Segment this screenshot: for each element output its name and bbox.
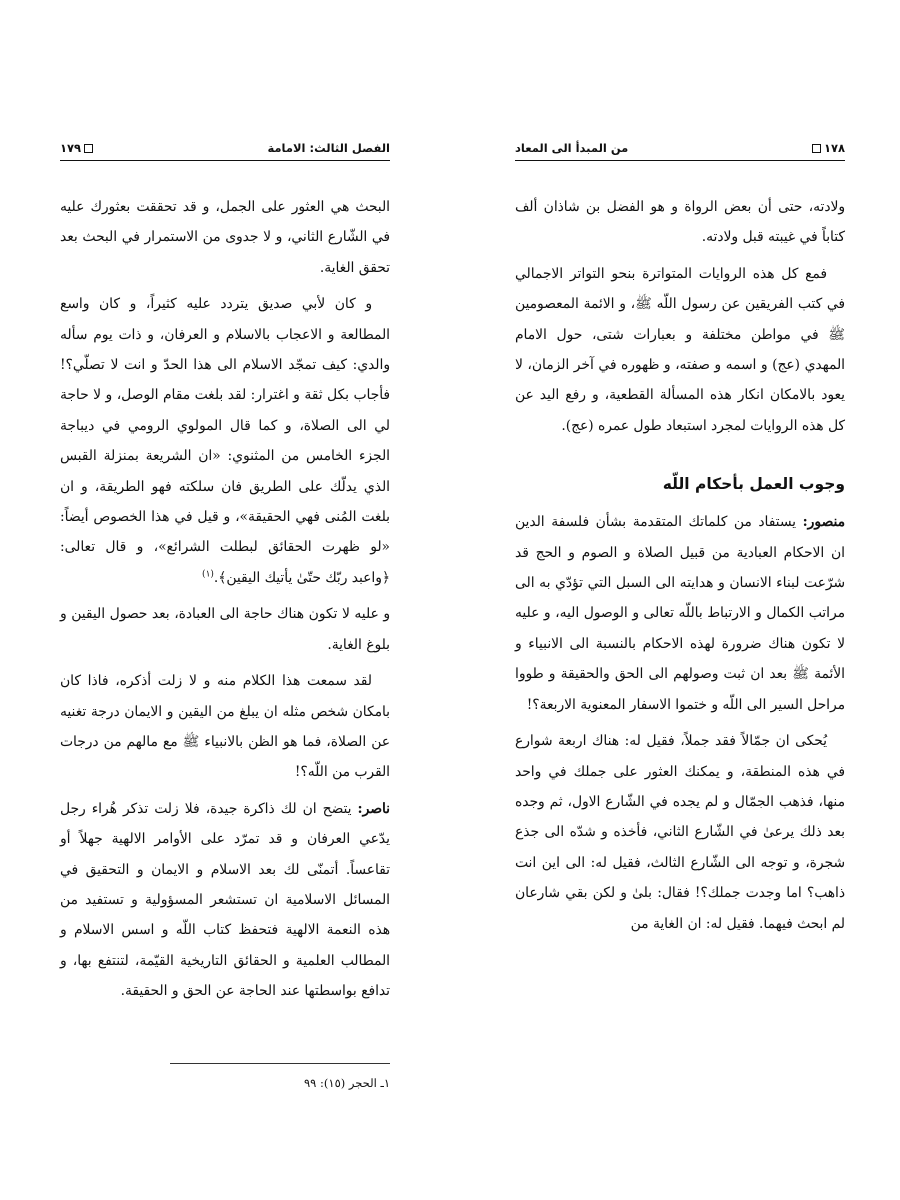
paragraph: و عليه لا تكون هناك حاجة الى العبادة، بعد حصول اليقين و بلوغ الغاية. — [60, 606, 390, 653]
footnote: ١ـ الحجر (١٥): ٩٩ — [304, 1076, 390, 1090]
chapter-title: الفصل الثالث: الامامة — [267, 141, 390, 155]
right-page — [515, 0, 845, 1200]
dialogue-paragraph — [515, 507, 845, 720]
paragraph: البحث هي العثور على الجمل، و قد تحققت بعثورك عليه في الشّارع الثاني، و لا جدوى من الاستمرار في البحث بعد تحقق الغاية. — [60, 199, 390, 276]
book-title: من المبدأ الى المعاد — [515, 141, 629, 155]
footnote-mark[interactable]: (١) — [202, 569, 214, 580]
paragraph — [60, 289, 390, 593]
header-rule — [60, 160, 390, 161]
section-heading: وجوب العمل بأحكام اللّه — [662, 475, 845, 494]
right-page-body — [515, 192, 845, 945]
paragraph-text: يستفاد من كلماتك المتقدمة بشأن فلسفة الدين ان الاحكام العبادية من قبيل الصلاة و الصوم و الحج قد شرّعت لبناء الانسان و هدايته الى السبل التي تؤدّي به الى مراتب الكمال و الارتباط باللّه تعالى و الوصول اليه، و عليه لا تكون هناك ضرورة لهذه الاحكام بالنسبة الى الانبياء و الأئمة ﷺ بعد ان ثبت وصولهم الى الحق والحقيقة و طووا مراحل السير الى اللّه و ختموا الاسفار المعنوية الاربعة؟! — [515, 514, 845, 713]
speaker-label: ناصر: — [357, 800, 391, 817]
header-rule — [515, 160, 845, 161]
left-page-body — [60, 192, 390, 1013]
page-number-box — [60, 141, 93, 155]
dialogue-paragraph — [60, 794, 390, 1007]
paragraph-text: و كان لأبي صديق يتردد عليه كثيراً، و كان واسع المطالعة و الاعجاب بالاسلام و العرفان، و ذات يوم سأله والدي: كيف تمجّد الاسلام الى هذا الحدّ و انت لا تصلّي؟! فأجاب بكل ثقة و اغترار: لقد بلغت مقام الوصل، و لا حاجة لي الى الصلاة، و كما قال المولوي الرومي في ديباجة الجزء الخامس من المثنوي: «ان الشريعة بمنزلة القبس الذي يدلّك على الطريق فان سلكته فهو الطريقة، و ان بلغت المُنى فهي الحقيقة»، و قيل في هذا الخصوص أيضاً: «لو ظهرت الحقائق لبطلت الشرائع»، و قال تعالى: ﴿واعبد ربّك حتّىٰ يأتيك اليقين﴾. — [60, 296, 390, 586]
page-number: ١٧٩ — [60, 141, 82, 155]
paragraph: لقد سمعت هذا الكلام منه و لا زلت أذكره، فاذا كان بامكان شخص مثله ان يبلغ من اليقين و الايمان درجة تغنيه عن الصلاة، فما هو الظن بالانبياء ﷺ مع مالهم من درجات القرب من اللّه؟! — [60, 673, 390, 781]
page-box-icon — [84, 144, 93, 153]
page-number: ١٧٨ — [823, 141, 845, 155]
paragraph: يُحكى ان جمّالاً فقد جملاً، فقيل له: هناك اربعة شوارع في هذه المنطقة، و يمكنك العثور على جملك في واحد منها، فذهب الجمّال و لم يجده في الشّارع الاول، ثم وجده بعد ذلك يرعىٰ في الشّارع الثاني، فأخذه و شدّه الى جذع شجرة، و توجه الى الشّارع الثالث، فقيل له: الى اين انت ذاهب؟ اما وجدت جملك؟! فقال: بلىٰ و لكن بقي شارعان لم ابحث فيهما. فقيل له: ان الغاية من — [515, 733, 845, 932]
page-number-box — [812, 141, 845, 155]
paragraph: ولادته، حتى أن بعض الرواة و هو الفضل بن شاذان ألف كتاباً في غيبته قبل ولادته. — [515, 199, 845, 246]
left-page-header — [60, 138, 390, 158]
paragraph-text: يتضح ان لك ذاكرة جيدة، فلا زلت تذكر هُراء رجل يدّعي العرفان و قد تمرّد على الأوامر الالهية جهلاً أو تقاعساً. أتمنّى لك بعد الاسلام و الايمان و التحقيق في المسائل الاسلامية ان تستشعر المسؤولية و تستفيد من هذه النعمة الالهية فتحفظ كتاب اللّه و اسس الاسلام و المطالب العلمية و الحقائق التاريخية القيّمة، لتنتفع بها، و تدافع بواسطتها عند الحاجة عن الحق و الحقيقة. — [60, 800, 390, 1000]
speaker-label: منصور: — [802, 514, 845, 531]
right-page-header — [515, 138, 845, 158]
footnote-rule — [170, 1063, 390, 1064]
page-box-icon — [812, 144, 821, 153]
paragraph: فمع كل هذه الروايات المتواترة بنحو التواتر الاجمالي في كتب الفريقين عن رسول اللّه ﷺ، و الائمة المعصومين ﷺ في مواطن مختلفة و بعبارات شتى، حول الامام المهدي (عج) و اسمه و صفته، و ظهوره في آخر الزمان، لا يعود بالامكان انكار هذه المسألة القطعية، و رفع اليد عن كل هذه الروايات لمجرد استبعاد طول عمره (عج). — [515, 265, 845, 434]
left-page — [60, 0, 390, 1200]
